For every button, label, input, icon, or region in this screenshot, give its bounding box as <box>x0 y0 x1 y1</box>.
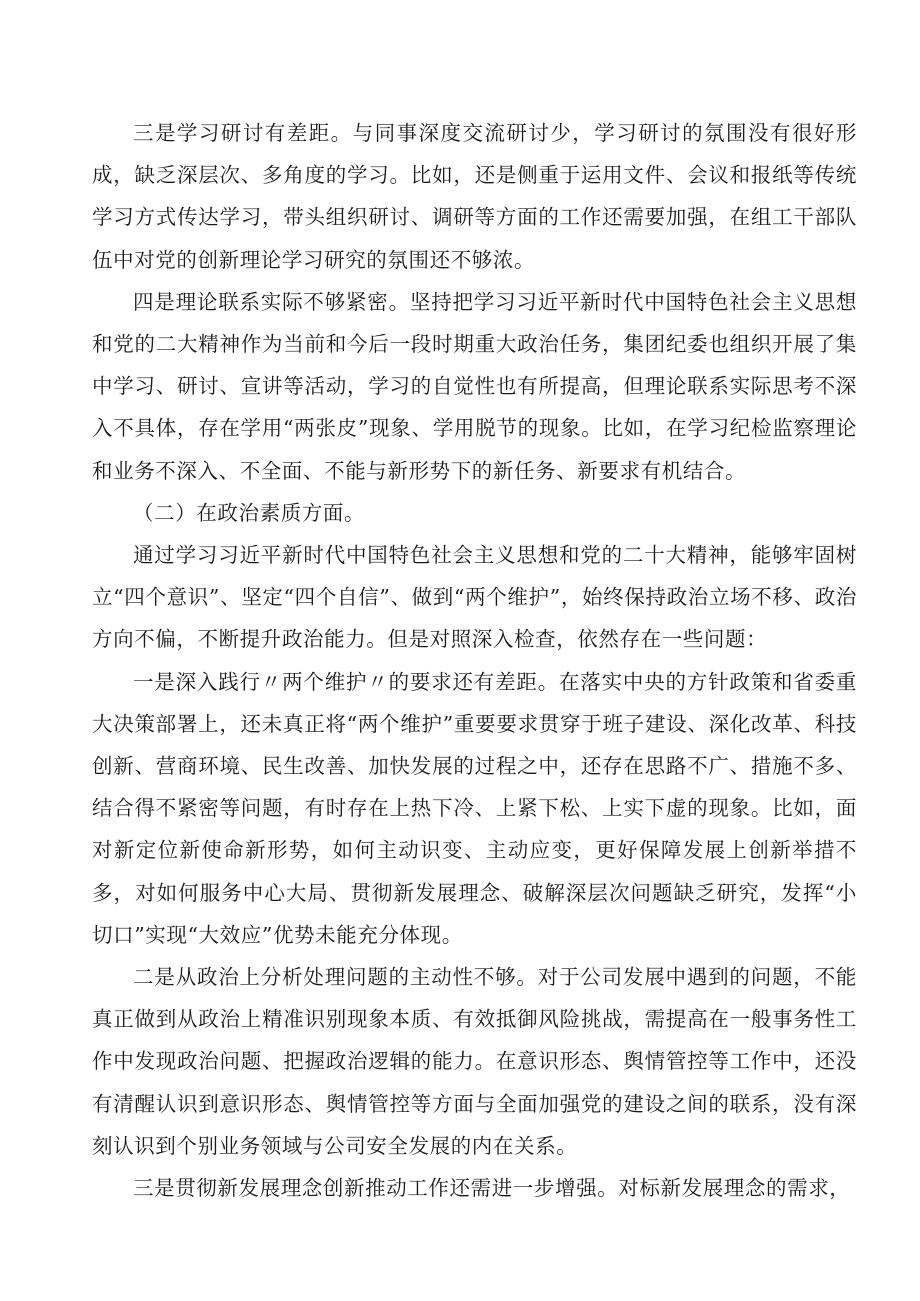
paragraph-two-safeguards-gap: 一是深入践行〃两个维护〃的要求还有差距。在落实中央的方针政策和省委重大决策部署上，还未真正将“两个维护”重要要求贯穿于班子建设、深化改革、科技创新、营商环境、民生改善、加快发展的过程之中，还存在思路不广、措施不多、结合得不紧密等问题，有时存在上热下冷、上紧下松、上实下虚的现象。比如，面对新定位新使命新形势，如何主动识变、主动应变，更好保障发展上创新举措不多，对如何服务中心大局、贯彻新发展理念、破解深层次问题缺乏研究，发挥“小切口”实现“大效应”优势未能充分体现。 <box>92 669 857 947</box>
section-subheading-political-quality: （二）在政治素质方面。 <box>133 500 366 525</box>
paragraph-theory-practice-gap: 四是理论联系实际不够紧密。坚持把学习习近平新时代中国特色社会主义思想和党的二大精神作为当前和今后一段时期重大政治任务，集团纪委也组织开展了集中学习、研讨、宣讲等活动，学习的自觉性也有所提高，但理论联系实际思考不深入不具体，存在学用“两张皮”现象、学用脱节的现象。比如，在学习纪检监察理论和业务不深入、不全面、不能与新形势下的新任务、新要求有机结合。 <box>92 289 857 483</box>
paragraph-political-initiative-gap: 二是从政治上分析处理问题的主动性不够。对于公司发展中遇到的问题，不能真正做到从政治上精准识别现象本质、有效抵御风险挑战，需提高在一般事务性工作中发现政治问题、把握政治逻辑的能力。在意识形态、舆情管控等工作中，还没有清醒认识到意识形态、舆情管控等方面与全面加强党的建设之间的联系，没有深刻认识到个别业务领域与公司安全发展的内在关系。 <box>92 965 857 1158</box>
paragraph-new-development-concept: 三是贯彻新发展理念创新推动工作还需进一步增强。对标新发展理念的需求， <box>133 1176 851 1201</box>
document-body <box>92 112 857 1209</box>
paragraph-political-quality-intro: 通过学习习近平新时代中国特色社会主义思想和党的二十大精神，能够牢固树立“四个意识”、坚定“四个自信”、做到“两个维护”，始终保持政治立场不移、政治方向不偏，不断提升政治能力。但是对照深入检查，依然存在一些问题： <box>92 543 857 652</box>
paragraph-study-discussion-gap: 三是学习研讨有差距。与同事深度交流研讨少，学习研讨的氛围没有很好形成，缺乏深层次、多角度的学习。比如，还是侧重于运用文件、会议和报纸等传统学习方式传达学习，带头组织研讨、调研等方面的工作还需要加强，在组工干部队伍中对党的创新理论学习研究的氛围还不够浓。 <box>92 121 857 272</box>
